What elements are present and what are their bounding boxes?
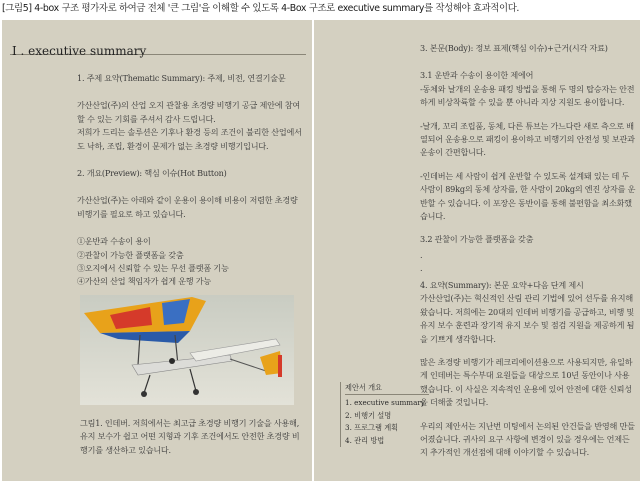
section-3-2: 3.2 관찰이 가능한 플랫폼을 갖춤 <box>420 234 534 245</box>
transport-paragraph: -인데버는 세 사람이 쉽게 운반할 수 있도록 설계돼 있는 데 두 사람이 89kg의 동체 상자를, 한 사람이 20kg의 엔진 상자를 운반할 수 있습니다. 이 포장은 동반이를 통해 불편함을 최소화했습니다. <box>420 170 636 222</box>
figure-1-caption: 그림1. 인데버. 저희에서는 최고급 초경량 비행기 기술을 사용해, 유지 보수가 쉽고 어떤 지형과 기후 조건에서도 안전한 초경량 비행기를 생산하고 있습니다. <box>80 418 300 455</box>
note-item: 2. 비행기 설명 <box>345 410 392 420</box>
packing-paragraph: -날개, 꼬리 조립품, 동체, 다른 튜브는 가느다란 새로 측으로 배열되어 운송용으로 패킹이 용이하고 비행기의 안전성 및 보관과 운송이 간편합니다. <box>420 120 635 158</box>
heading-thematic-summary: 1. 주제 요약(Thematic Summary): 주제, 비전, 연결기술문 <box>77 73 286 83</box>
proposal-outline-note <box>340 382 429 447</box>
right-body <box>420 42 636 470</box>
recreation-paragraph: 많은 초경량 비행기가 레크리에이션용으로 사용되지만, 유일하게 인데버는 특수부대 요원들을 대상으로 10년 동안이나 사용했습니다. 이 사실은 지속적인 운용에 있어 안전에 대한 신뢰성을 더해줄 것입니다. <box>420 356 633 408</box>
left-page <box>2 20 312 481</box>
section-header <box>10 24 306 58</box>
solution-paragraph: 저희가 드리는 솔루션은 기후나 환경 등의 조건이 불리한 산업에서도 낙하, 조립, 환경이 문제가 없는 초경량 비행기입니다. <box>77 127 302 151</box>
figure-caption-header: [그림5] 4-box 구조 평가자로 하여금 전체 '큰 그림'을 이해할 수 있도록 4-Box 구조로 executive summary를 작성해야 효과적이다. <box>2 3 520 14</box>
ellipsis-dot: . <box>420 249 423 260</box>
note-title: 제안서 개요 <box>345 382 429 395</box>
section-4-summary: 4. 요약(Summary): 본문 요약+다음 단계 제시 가산산업(주)는 혁신적인 산림 관리 기법에 있어 선두를 유지해왔습니다. 저희에는 20대의 인데버 비행기를 공급하고, 비행 및 유지 보수 훈련과 장기적 유지 보수 및 점검 지원을 제공하게 됨을 기쁘게 생각합니다. <box>420 279 635 344</box>
hot-button-list: ①운반과 수송이 용이 ②관찰이 가능한 플랫폼을 갖춤 ③오지에서 신뢰할 수 있는 무선 플랫폼 기능 ④가산의 산업 책임자가 쉽게 운행 가능 <box>77 236 229 287</box>
section-3-1: 3.1 운반과 수송이 용이한 제에어 -동체와 날개의 운송용 패킹 방법을 통해 두 명의 탑승자는 안전하게 비상착륙할 수 있을 뿐 아니라 지상 지원도 용이합니다. <box>420 70 635 108</box>
left-body <box>77 72 302 299</box>
note-item: 4. 관리 방법 <box>345 435 385 445</box>
proposal-closing-paragraph: 우리의 제안서는 지난번 미팅에서 논의된 안건들을 반영해 만들어졌습니다. 귀사의 요구 사항에 변경이 있을 경우에는 언제든지 추가적인 개선점에 대해 이야기할 수 있습니다. <box>420 420 635 458</box>
ellipsis-dot: . <box>420 262 423 273</box>
ultralight-plane-illustration <box>80 295 294 405</box>
section-title: I . executive summary <box>12 44 147 58</box>
thanks-paragraph: 가산산업(주)의 산업 오지 관찰용 초경량 비행기 공급 제안에 참여할 수 있는 기회를 주셔서 감사 드립니다. <box>77 100 300 124</box>
note-item: 3. 프로그램 계획 <box>345 423 399 433</box>
ultralight-plane-photo <box>80 295 294 405</box>
heading-body: 3. 본문(Body): 정보 표제(핵심 이슈)+근거(시각 자료) <box>420 43 608 53</box>
needs-paragraph: 가산산업(주)는 아래와 같이 운용이 용이해 비용이 저렴한 초경량 비행기를 필요로 하고 있습니다. <box>77 195 298 219</box>
right-page <box>314 20 640 481</box>
heading-preview: 2. 개요(Preview): 핵심 이슈(Hot Button) <box>77 168 227 179</box>
note-item: 1. executive summary <box>345 398 425 408</box>
